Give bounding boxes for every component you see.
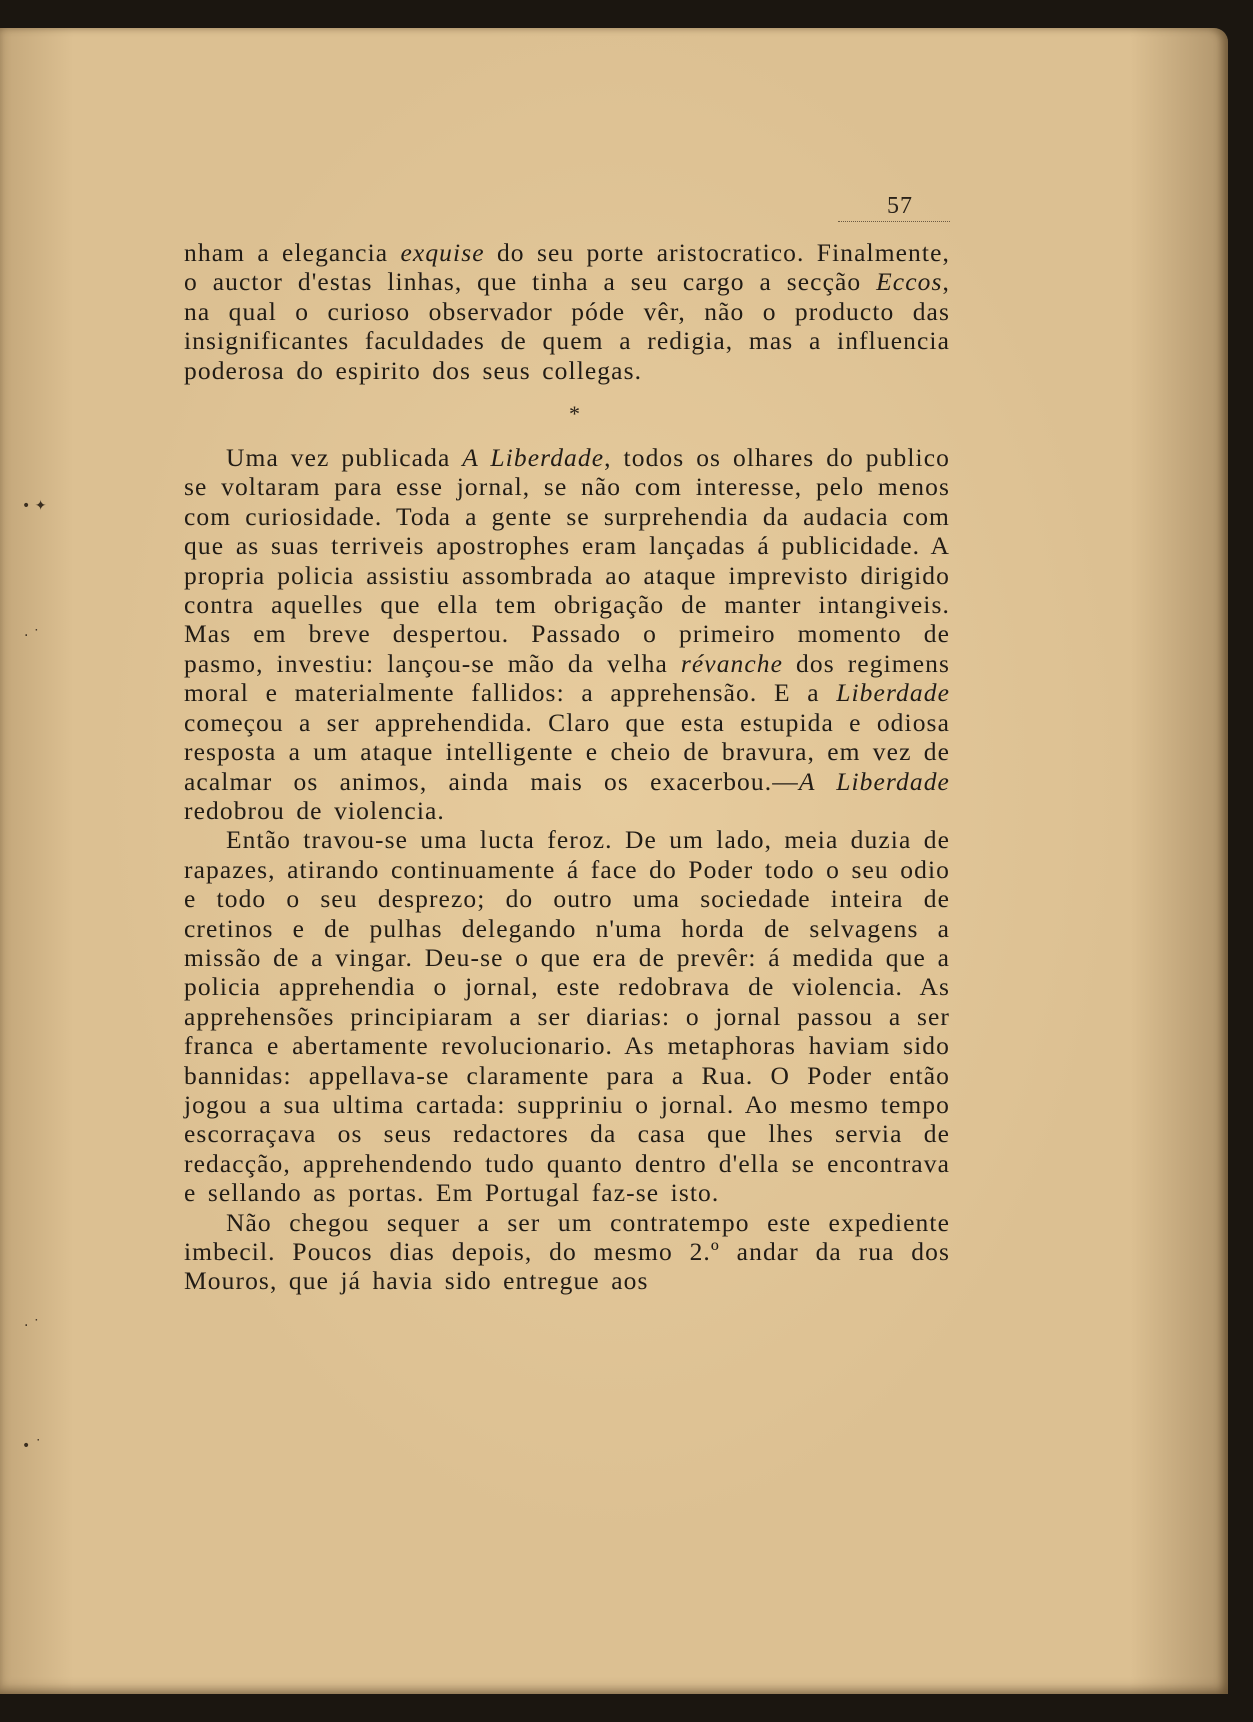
paragraph-3 (184, 825, 950, 1207)
text-run: , todos os olhares do publico se voltaram para esse jornal, se não com interesse, pelo menos com curiosidade. Toda a gente se surprehendia da audacia com que as suas terriveis apostrophes eram lançadas á publicidade. A propria policia assistiu assombrada ao ataque imprevisto dirigido contra aquelles que ella tem obrigação de manter intangiveis. Mas em breve despertou. Passado o primeiro momento de pasmo, investiu: lançou-se mão da velha (184, 443, 950, 678)
margin-mark: · ˙ (24, 1318, 40, 1334)
text-run: Uma vez publicada (226, 443, 463, 473)
body-text (184, 238, 950, 1296)
text-run: do seu porte aristocratico. Finalmente, o auctor d'estas linhas, que tinha a seu cargo a secção (184, 238, 950, 297)
italic-text: exquise (400, 238, 485, 267)
text-run: , na qual o curioso observador póde vêr, não o producto das insignificantes faculdades de quem a redigia, mas a influencia poderosa do espirito dos seus collegas. (184, 267, 950, 385)
italic-text: Liberdade (836, 678, 950, 708)
text-run: Não chegou sequer a ser um contratempo este expediente imbecil. Poucos dias depois, do mesmo 2.º andar da rua dos Mouros, que já havia sido entregue aos (184, 1207, 950, 1296)
page-number-rule (838, 221, 950, 222)
text-run: redobrou de violencia. (184, 795, 445, 825)
paragraph-1 (184, 238, 950, 385)
italic-text: Eccos (876, 267, 943, 297)
section-separator (184, 385, 950, 443)
margin-mark: • ˙ (22, 1438, 42, 1454)
text-run: começou a ser apprehendida. Claro que esta estupida e odiosa resposta a um ataque intelligente e cheio de bravura, em vez de acalmar os animos, ainda mais os exacerbou.— (184, 707, 950, 796)
paragraph-2 (184, 443, 950, 825)
italic-text: A Liberdade (462, 443, 605, 473)
paragraph-4 (184, 1208, 950, 1296)
italic-text: A Liberdade (798, 766, 950, 796)
italic-text: révanche (680, 648, 784, 678)
text-run: dos regimens moral e materialmente fallidos: a apprehensão. E a (184, 648, 950, 708)
margin-mark: · ˙ (24, 628, 40, 644)
separator-asterisk: * (568, 401, 582, 427)
text-run: nham a elegancia (184, 238, 401, 267)
book-page (0, 28, 1228, 1694)
text-run: Então travou-se uma lucta feroz. De um lado, meia duzia de rapazes, atirando continuamente á face do Poder todo o seu odio e todo o seu desprezo; do outro uma sociedade inteira de cretinos e de pulhas delegando n'uma horda de selvagens a missão de a vingar. Deu-se o que era de prevêr: á medida que a policia apprehendia o jornal, este redobrava de violencia. As apprehensões principiaram a ser diarias: o jornal passou a ser franca e abertamente revolucionario. As metaphoras haviam sido bannidas: appellava-se claramente para a Rua. O Poder então jogou a sua ultima cartada: suppriniu o jornal. Ao mesmo tempo escorraçava os seus redactores da casa que lhes servia de redacção, apprehendendo tudo quanto dentro d'ella se encontrava e sellando as portas. Em Portugal faz-se isto. (184, 825, 950, 1208)
margin-mark: • ✦ (22, 498, 47, 514)
page-number: 57 (887, 193, 913, 219)
